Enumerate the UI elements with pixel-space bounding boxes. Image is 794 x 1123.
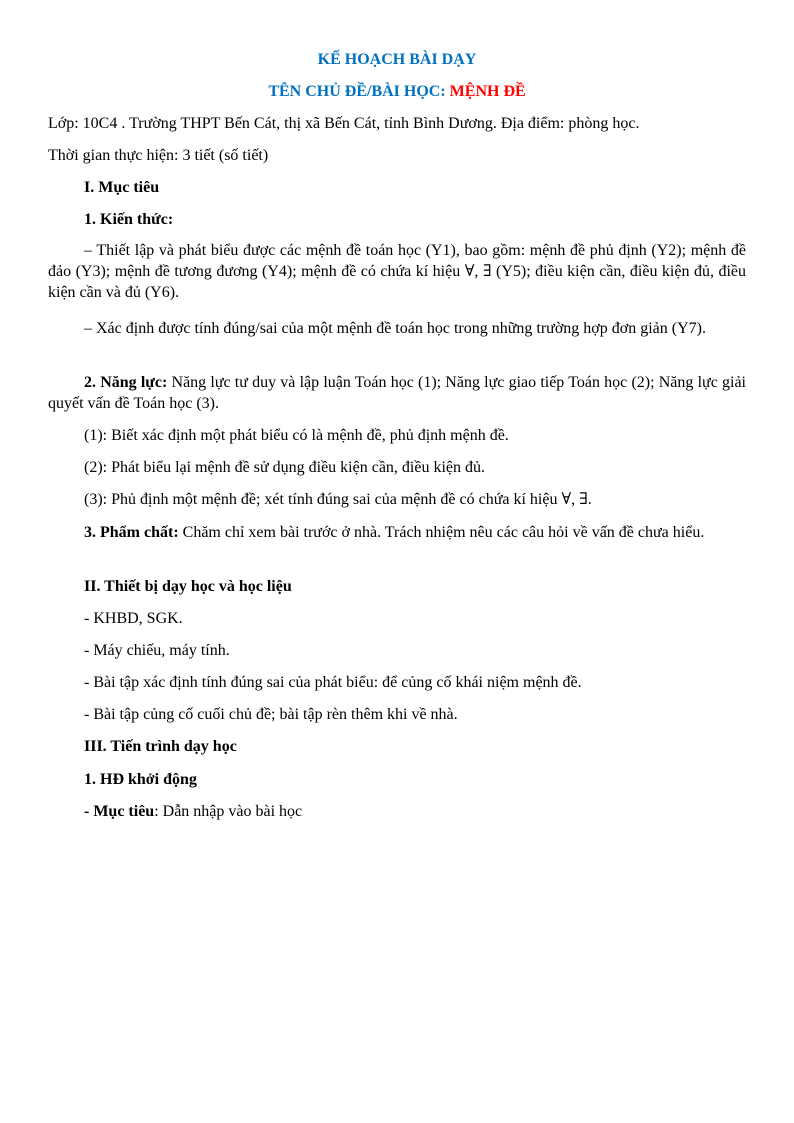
knowledge-paragraph-1: – Thiết lập và phát biểu được các mệnh đề toán học (Y1), bao gồm: mệnh đề phủ định (Y2); mệnh đề đảo (Y3); mệnh đề tương đương (Y4); mệnh đề có chứa kí hiệu ∀, ∃ (Y5); điều kiện cần, điều kiện đủ, điều kiện cần và đủ (Y6). — [48, 242, 746, 301]
competence-label: 2. Năng lực: — [84, 374, 168, 391]
equipment-item-1: - KHBD, SGK. — [84, 610, 183, 627]
lesson-subtitle — [0, 82, 794, 102]
section-3-heading: III. Tiến trình dạy học — [84, 738, 237, 755]
competence-item-2: (2): Phát biểu lại mệnh đề sử dụng điều kiện cần, điều kiện đủ. — [84, 459, 486, 476]
competence-item-3: (3): Phủ định một mệnh đề; xét tính đúng sai của mệnh đề có chứa kí hiệu ∀, ∃. — [84, 491, 592, 508]
section-1-heading: I. Mục tiêu — [84, 179, 160, 196]
subtitle-topic: MỆNH ĐỀ — [449, 83, 526, 100]
subtitle-prefix: TÊN CHỦ ĐỀ/BÀI HỌC: — [268, 83, 450, 100]
goal-text: : Dẫn nhập vào bài học — [154, 803, 303, 820]
lesson-plan-title: KẾ HOẠCH BÀI DẠY — [317, 51, 477, 68]
equipment-item-2: - Máy chiếu, máy tính. — [84, 642, 230, 659]
knowledge-paragraph-2: – Xác định được tính đúng/sai của một mệnh đề toán học trong những trường hợp đơn giản (Y7). — [84, 320, 706, 337]
equipment-item-3: - Bài tập xác định tính đúng sai của phát biểu: để củng cố khái niệm mệnh đề. — [84, 674, 582, 691]
competence-text: Năng lực tư duy và lập luận Toán học (1); Năng lực giao tiếp Toán học (2); Năng lực giải quyết vấn đề Toán học (3). — [48, 374, 747, 412]
competence-item-1: (1): Biết xác định một phát biểu có là mệnh đề, phủ định mệnh đề. — [84, 427, 509, 444]
warmup-activity-heading: 1. HĐ khởi động — [84, 771, 197, 788]
goal-line — [84, 802, 302, 822]
equipment-item-4: - Bài tập củng cố cuối chủ đề; bài tập rèn thêm khi về nhà. — [84, 706, 458, 723]
knowledge-heading: 1. Kiến thức: — [84, 211, 174, 228]
section-2-heading: II. Thiết bị dạy học và học liệu — [84, 578, 292, 595]
quality-label: 3. Phẩm chất: — [84, 524, 179, 541]
goal-label: - Mục tiêu — [84, 803, 155, 820]
time-info-line: Thời gian thực hiện: 3 tiết (số tiết) — [48, 147, 269, 164]
quality-text: Chăm chỉ xem bài trước ở nhà. Trách nhiệm nêu các câu hỏi về vấn đề chưa hiểu. — [178, 524, 705, 541]
quality-paragraph — [48, 522, 746, 543]
competence-paragraph — [48, 372, 746, 414]
class-info-line: Lớp: 10C4 . Trường THPT Bến Cát, thị xã Bến Cát, tỉnh Bình Dương. Địa điểm: phòng học. — [48, 115, 640, 132]
